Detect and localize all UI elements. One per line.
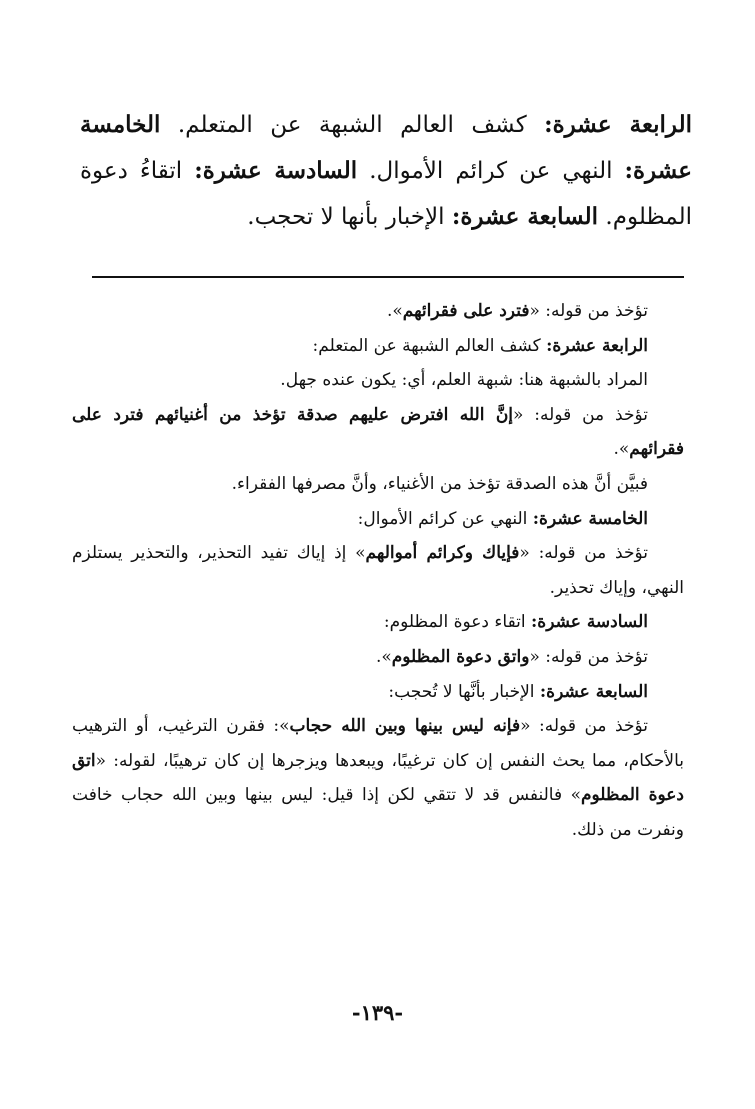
commentary-text: »: فقرن الترغيب، أو الترهيب بالأحكام، مما يحث النفس إن كان ترغيبًا، ويبعدها ويزجرها إن كان ترهيبًا، لقوله: « xyxy=(72,716,684,771)
heading-fourteenth: الرابعة عشرة: xyxy=(544,111,692,138)
quoted-hadith: واتق دعوة المظلوم xyxy=(391,646,530,667)
commentary-line xyxy=(72,536,684,605)
commentary-text: تؤخذ من قوله: « xyxy=(520,716,648,737)
text-fifteenth: النهي عن كرائم الأموال. xyxy=(357,158,625,184)
commentary-text: تؤخذ من قوله: « xyxy=(529,301,648,321)
heading-seventeenth: السابعة عشرة: xyxy=(451,203,599,230)
commentary-text: كشف العالم الشبهة عن المتعلم: xyxy=(312,335,547,356)
commentary-text: » إذ إياك تفيد التحذير، والتحذير يستلزم النهي، وإياك تحذير. xyxy=(72,543,684,598)
commentary-text: اتقاء دعوة المظلوم: xyxy=(383,612,532,633)
commentary-line xyxy=(72,605,684,640)
quoted-hadith: فإياك وكرائم أموالهم xyxy=(365,543,520,564)
commentary-text: فبيَّن أنَّ هذه الصدقة تؤخذ من الأغنياء، وأنَّ مصرفها الفقراء. xyxy=(231,473,648,494)
commentary-text: تؤخذ من قوله: « xyxy=(513,404,648,425)
commentary-heading: السادسة عشرة: xyxy=(531,612,648,633)
commentary-text: الإخبار بأنَّها لا تُحجب: xyxy=(388,681,540,702)
commentary-line xyxy=(72,294,684,329)
section-divider xyxy=(92,276,684,278)
commentary-text: تؤخذ من قوله: « xyxy=(529,646,648,667)
heading-sixteenth: السادسة عشرة: xyxy=(194,157,358,184)
commentary-heading: الرابعة عشرة: xyxy=(546,335,648,356)
commentary-text: النهي عن كرائم الأموال: xyxy=(357,508,533,529)
text-seventeenth: الإخبار بأنها لا تحجب. xyxy=(247,204,452,230)
commentary-line xyxy=(72,329,684,364)
commentary-heading: السابعة عشرة: xyxy=(539,681,648,702)
commentary-text: تؤخذ من قوله: « xyxy=(519,543,648,564)
text-fourteenth: كشف العالم الشبهة عن المتعلم. xyxy=(160,112,545,138)
commentary-line xyxy=(72,467,684,502)
heading-fifteenth: الخامسة عشرة: xyxy=(80,111,692,184)
commentary-text: ». xyxy=(386,301,403,321)
commentary-line xyxy=(72,709,684,847)
commentary-text: المراد بالشبهة هنا: شبهة العلم، أي: يكون عنده جهل. xyxy=(280,370,648,391)
main-paragraph xyxy=(80,102,692,240)
commentary-line xyxy=(72,675,684,710)
quoted-hadith: اتق دعوة المظلوم xyxy=(72,750,685,806)
text-sixteenth: اتقاءُ دعوة المظلوم. xyxy=(80,158,692,230)
commentary-line xyxy=(72,398,684,467)
commentary xyxy=(72,294,684,848)
quoted-hadith: إنَّ الله افترض عليهم صدقة تؤخذ من أغنيائهم فترد على فقرائهم xyxy=(72,404,684,460)
page-number: -١٣٩- xyxy=(351,1000,404,1025)
commentary-text: » فالنفس قد لا تتقي لكن إذا قيل: ليس بينها وبين الله حجاب خافت ونفرت من ذلك. xyxy=(72,785,684,840)
commentary-text: ». xyxy=(613,439,630,460)
quoted-hadith: فترد على فقرائهم xyxy=(402,301,530,321)
commentary-text: ». xyxy=(375,646,392,667)
main-text xyxy=(80,102,692,240)
commentary-line xyxy=(72,502,684,537)
commentary-line xyxy=(72,640,684,675)
quoted-hadith: فإنه ليس بينها وبين الله حجاب xyxy=(289,716,521,737)
commentary-line xyxy=(72,363,684,398)
commentary-heading: الخامسة عشرة: xyxy=(532,508,648,529)
